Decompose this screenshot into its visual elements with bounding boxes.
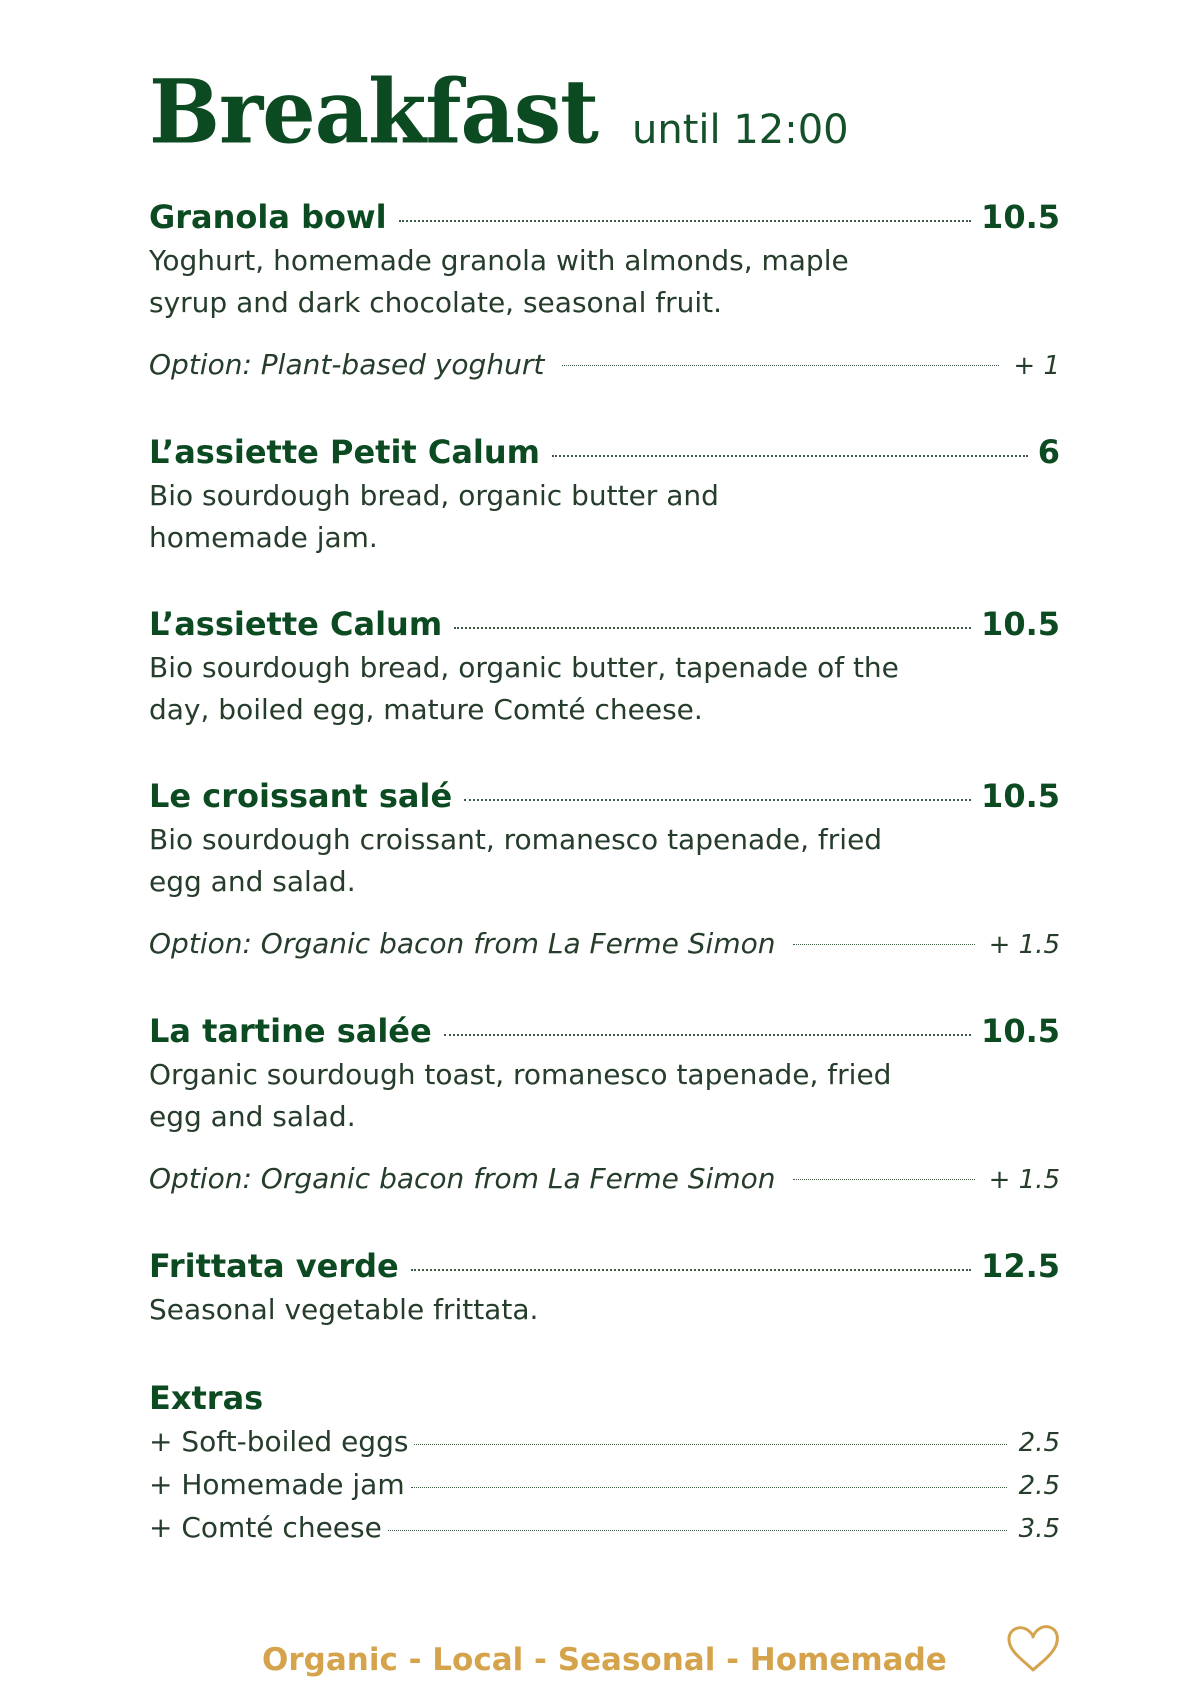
- dotted-leader: [399, 220, 972, 222]
- dotted-leader: [388, 1530, 1007, 1531]
- extra-item: [149, 1421, 1060, 1464]
- dotted-leader: [444, 1034, 971, 1036]
- dotted-leader: [454, 627, 971, 629]
- menu-item-description: Bio sourdough bread, organic butter and homemade jam.: [149, 479, 719, 554]
- menu-item: [149, 194, 1060, 387]
- menu-item-option: [149, 1158, 1060, 1201]
- menu-item-header: [149, 194, 1060, 240]
- menu-item-description: Bio sourdough bread, organic butter, tapenade of the day, boiled egg, mature Comté cheese.: [149, 651, 899, 726]
- menu-item-price: 10.5: [981, 605, 1060, 643]
- menu-item-name: L’assiette Petit Calum: [149, 433, 541, 471]
- menu-item-price: 10.5: [981, 1012, 1060, 1050]
- menu-header: [149, 59, 1060, 172]
- menu-item-name: La tartine salée: [149, 1012, 432, 1050]
- footer-tagline: Organic - Local - Seasonal - Homemade: [262, 1642, 947, 1678]
- dotted-leader: [414, 1444, 1006, 1445]
- dotted-leader: [411, 1487, 1007, 1488]
- extra-label: + Soft-boiled eggs: [149, 1425, 409, 1458]
- extra-item: [149, 1464, 1060, 1507]
- menu-item-description: Seasonal vegetable frittata.: [149, 1293, 539, 1326]
- menu-item-name: Le croissant salé: [149, 777, 453, 815]
- menu-item-header: [149, 601, 1060, 647]
- menu-footer: [0, 1640, 1200, 1700]
- menu-item: [149, 429, 1060, 559]
- heart-outline-icon: [1004, 1622, 1062, 1674]
- dotted-leader: [793, 944, 974, 945]
- extra-item: [149, 1507, 1060, 1550]
- option-price: + 1: [1013, 351, 1060, 381]
- menu-page: [149, 59, 1060, 1550]
- menu-item: [149, 1008, 1060, 1201]
- menu-item-header: [149, 1008, 1060, 1054]
- menu-item-price: 12.5: [981, 1247, 1060, 1285]
- menu-item: [149, 773, 1060, 966]
- extras-heading: Extras: [149, 1379, 264, 1417]
- dotted-leader: [562, 365, 999, 366]
- extra-price: 3.5: [1018, 1514, 1060, 1544]
- menu-item-price: 10.5: [981, 198, 1060, 236]
- extra-label: + Comté cheese: [149, 1511, 382, 1544]
- menu-item-price: 10.5: [981, 777, 1060, 815]
- menu-item: [149, 1243, 1060, 1331]
- menu-subtitle: until 12:00: [631, 107, 849, 153]
- option-price: + 1.5: [988, 1165, 1060, 1195]
- menu-item-price: 6: [1037, 433, 1060, 471]
- menu-item-header: [149, 429, 1060, 475]
- option-label: Option: Organic bacon from La Ferme Simon: [149, 927, 776, 960]
- dotted-leader: [552, 455, 1028, 457]
- extras-section: [149, 1375, 1060, 1550]
- extra-label: + Homemade jam: [149, 1468, 405, 1501]
- dotted-leader: [793, 1179, 974, 1180]
- extra-price: 2.5: [1018, 1428, 1060, 1458]
- menu-item-option: [149, 923, 1060, 966]
- option-label: Option: Plant-based yoghurt: [149, 348, 545, 381]
- menu-item-name: L’assiette Calum: [149, 605, 443, 643]
- menu-item-name: Frittata verde: [149, 1247, 399, 1285]
- menu-item: [149, 601, 1060, 731]
- menu-item-header: [149, 773, 1060, 819]
- dotted-leader: [411, 1269, 971, 1271]
- menu-item-header: [149, 1243, 1060, 1289]
- extra-price: 2.5: [1018, 1471, 1060, 1501]
- menu-item-description: Bio sourdough croissant, romanesco tapenade, fried egg and salad.: [149, 823, 883, 898]
- option-price: + 1.5: [988, 930, 1060, 960]
- menu-item-option: [149, 344, 1060, 387]
- menu-item-description: Yoghurt, homemade granola with almonds, maple syrup and dark chocolate, seasonal fruit.: [149, 244, 849, 319]
- menu-item-name: Granola bowl: [149, 198, 387, 236]
- menu-title: Breakfast: [149, 59, 598, 164]
- option-label: Option: Organic bacon from La Ferme Simon: [149, 1162, 776, 1195]
- dotted-leader: [464, 799, 971, 801]
- menu-item-description: Organic sourdough toast, romanesco tapenade, fried egg and salad.: [149, 1058, 892, 1133]
